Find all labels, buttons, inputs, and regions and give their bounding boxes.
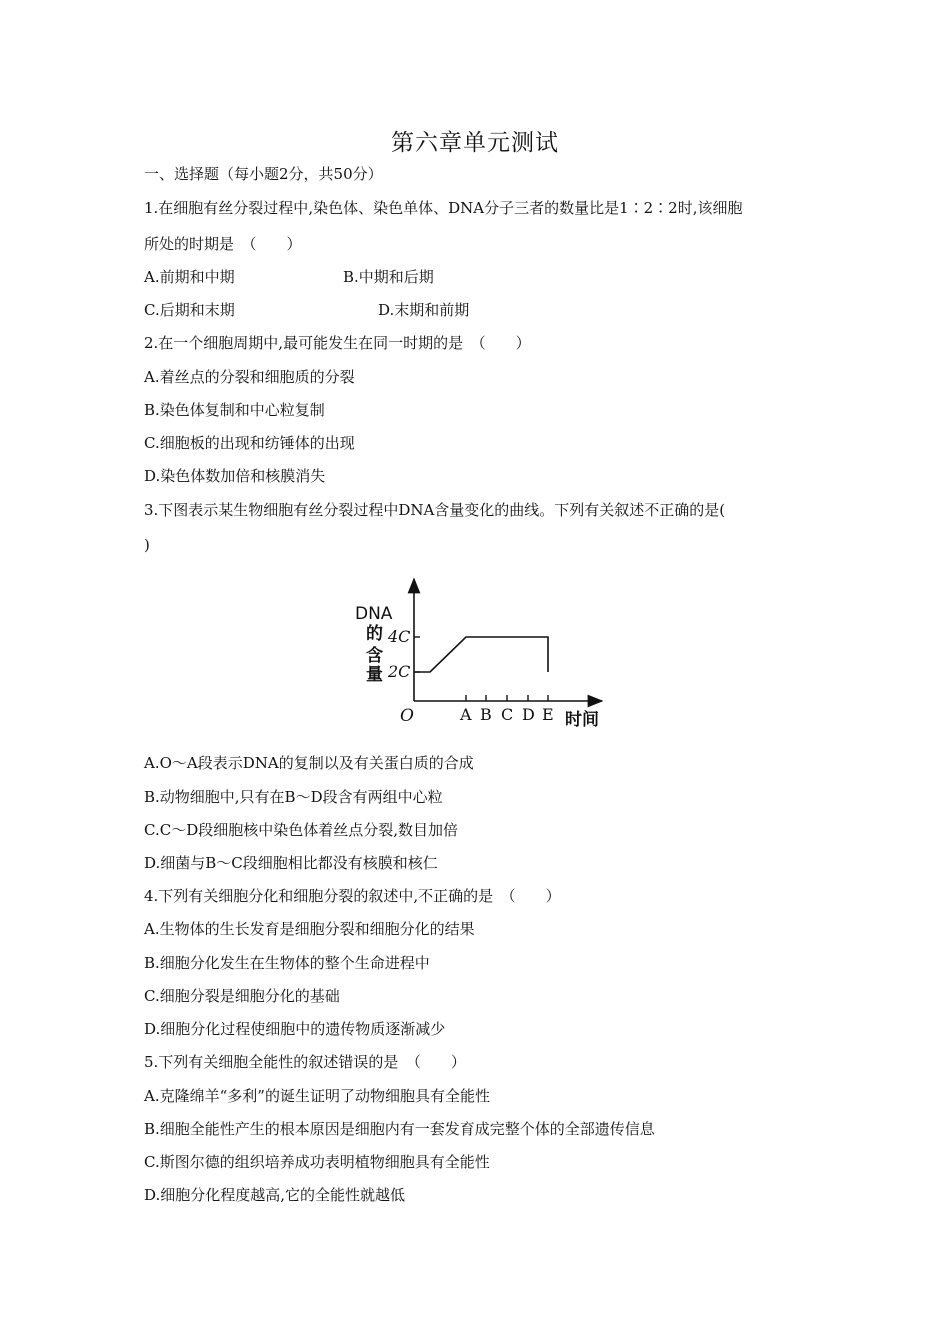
q1-option-a: A.前期和中期 [144,268,235,286]
x-tick-e [542,695,554,724]
q2-stem: 2.在一个细胞周期中,最可能发生在同一时期的是 （ ） [144,334,531,352]
y-axis-label-dna: DNA [355,604,393,624]
q5-option-a: A.克隆绵羊“多利”的诞生证明了动物细胞具有全能性 [144,1087,490,1105]
q2-option-a: A.着丝点的分裂和细胞质的分裂 [144,368,355,386]
q4-option-c: C.细胞分裂是细胞分化的基础 [144,987,340,1005]
page-title: 第六章单元测试 [391,130,559,156]
y-axis-label-de: 的 [366,624,383,644]
q4-option-d: D.细胞分化过程使细胞中的遗传物质逐渐减少 [144,1020,446,1038]
q3-stem-line2: ) [144,536,150,554]
q4-option-b: B.细胞分化发生在生物体的整个生命进程中 [144,954,430,972]
q3-stem-line1: 3.下图表示某生物细胞有丝分裂过程中DNA含量变化的曲线。下列有关叙述不正确的是( [144,501,726,519]
q5-stem: 5.下列有关细胞全能性的叙述错误的是 （ ） [144,1053,466,1071]
q2-option-c: C.细胞板的出现和纺锤体的出现 [144,434,355,452]
q2-option-b: B.染色体复制和中心粒复制 [144,401,325,419]
x-tick-a [459,695,472,724]
svg-text:C: C [501,705,514,724]
svg-text:A: A [460,705,472,724]
svg-text:B: B [480,705,492,724]
q1-option-b: B.中期和后期 [343,268,434,286]
x-tick-d [522,695,535,724]
q3-option-a: A.O～A段表示DNA的复制以及有关蛋白质的合成 [144,754,474,772]
section-heading: 一、选择题（每小题2分，共50分） [144,165,383,183]
svg-text:E: E [542,705,554,724]
dna-content-chart [352,573,612,735]
x-tick-c [501,695,513,724]
x-axis-label: 时间 [565,710,599,730]
q3-option-c: C.C～D段细胞核中染色体着丝点分裂,数目加倍 [144,821,458,839]
q1-option-d: D.末期和前期 [378,301,470,319]
q1-stem-line1: 1.在细胞有丝分裂过程中,染色体、染色单体、DNA分子三者的数量比是1∶2∶2时,该细胞 [144,199,743,217]
q4-stem: 4.下列有关细胞分化和细胞分裂的叙述中,不正确的是 （ ） [144,887,561,905]
svg-text:D: D [522,705,535,724]
q1-stem-line2: 所处的时期是 （ ） [144,235,302,253]
q5-option-b: B.细胞全能性产生的根本原因是细胞内有一套发育成完整个体的全部遗传信息 [144,1120,655,1138]
q1-option-c: C.后期和末期 [144,301,235,319]
q5-option-c: C.斯图尔德的组织培养成功表明植物细胞具有全能性 [144,1153,490,1171]
y-axis-label-han: 含 [366,646,383,666]
q3-option-b: B.动物细胞中,只有在B～D段含有两组中心粒 [144,788,443,806]
dna-content-curve [414,637,548,672]
x-tick-b [480,695,492,724]
y-tick-2c: 2C [388,662,411,681]
q4-option-a: A.生物体的生长发育是细胞分裂和细胞分化的结果 [144,920,475,938]
q2-option-d: D.染色体数加倍和核膜消失 [144,467,326,485]
q5-option-d: D.细胞分化程度越高,它的全能性就越低 [144,1186,406,1204]
origin-label: O [400,706,414,726]
y-axis-label-liang: 量 [366,665,383,685]
y-tick-4c: 4C [388,627,411,646]
q3-option-d: D.细菌与B～C段细胞相比都没有核膜和核仁 [144,854,438,872]
